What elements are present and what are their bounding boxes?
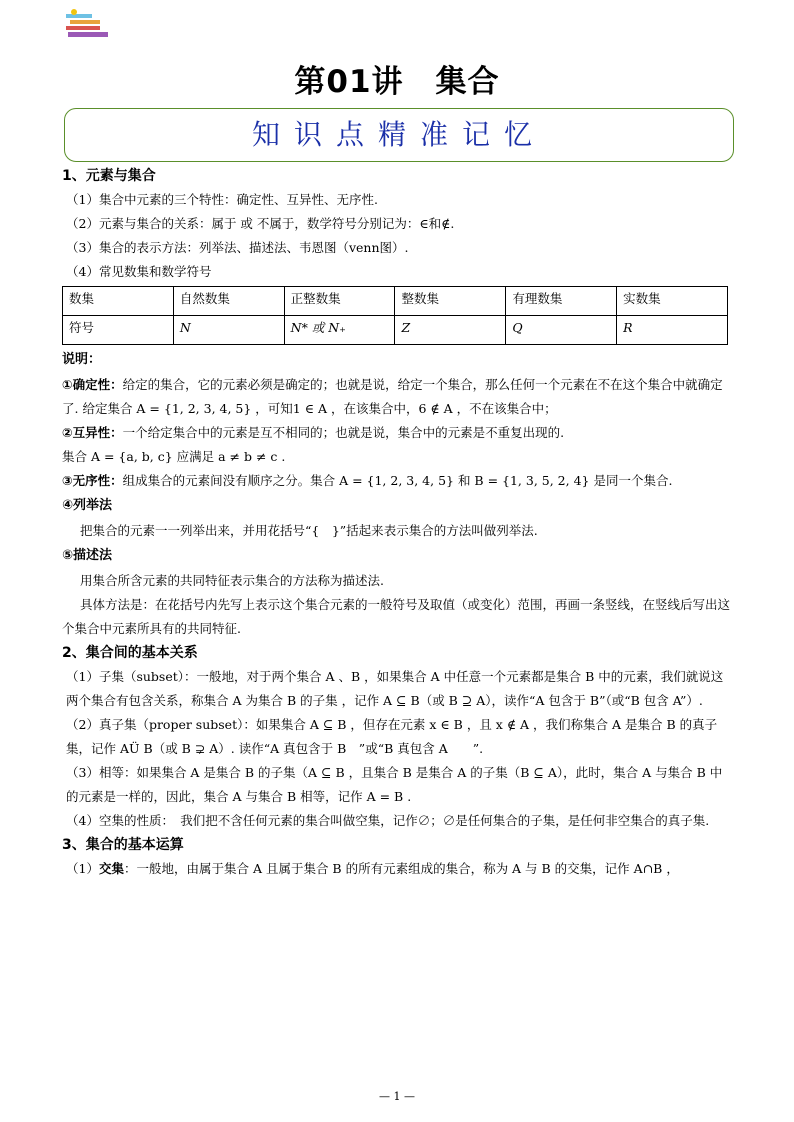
table-cell: 正整数集 <box>284 287 395 316</box>
para: 具体方法是：在花括号内先写上表示这个集合元素的一般符号及取值（或变化）范围，再画一条竖线，在竖线后写出这个集合中元素所具有的共同特征. <box>62 597 731 636</box>
note-label: ③无序性： <box>62 473 123 488</box>
table-cell: 有理数集 <box>506 287 617 316</box>
para: 集合 A = {a, b, c} 应满足 a ≠ b ≠ c . <box>62 449 286 464</box>
document-body <box>62 164 734 881</box>
page-title: 第01讲 集合 <box>294 64 500 100</box>
table-cell: 整数集 <box>395 287 506 316</box>
note-unordered <box>62 469 734 493</box>
number-sets-table <box>62 286 728 345</box>
para-prefix: （1） <box>66 861 99 876</box>
heading-elements-and-sets: 1、元素与集合 <box>62 168 156 184</box>
table-row <box>63 316 728 345</box>
table-cell: Z <box>395 316 506 345</box>
heading-set-operations: 3、集合的基本运算 <box>62 837 184 853</box>
para: （3）集合的表示方法：列举法、描述法、韦恩图（venn图）. <box>66 240 409 255</box>
para: 把集合的元素一一列举出来，并用花括号“{ }”括起来表示集合的方法叫做列举法. <box>80 523 538 538</box>
para: 用集合所含元素的共同特征表示集合的方法称为描述法. <box>80 573 384 588</box>
note-roster-label: ④列举法 <box>62 498 113 513</box>
note-description-label: ⑤描述法 <box>62 548 113 563</box>
para: （2）元素与集合的关系：属于 或 不属于，数学符号分别记为：∈和∉. <box>66 216 455 231</box>
note-distinctness <box>62 421 734 445</box>
para: （2）真子集（proper subset）：如果集合 A ⊆ B ，但存在元素 x ∈ B ，且 x ∉ A ，我们称集合 A 是集合 B 的真子集，记作 AÜ B（或 B ⊋ A）. 读作“A 真包含于 B ”或“B 真包含 A ”. <box>66 717 718 756</box>
book-stack-logo <box>64 8 110 42</box>
para: （1）子集（subset）：一般地，对于两个集合 A 、B ，如果集合 A 中任意一个元素都是集合 B 中的元素，我们就说这两个集合有包含关系，称集合 A 为集合 B 的子集 ，记作 A ⊆ B（或 B ⊇ A），读作“A 包含于 B”（或“B 包含 A”）. <box>66 669 724 708</box>
note-label: ②互异性： <box>62 425 123 440</box>
para: （4）常见数集和数学符号 <box>66 264 212 279</box>
note-label: 说明： <box>62 352 102 367</box>
para-intersection <box>62 857 734 881</box>
para: （4）空集的性质： 我们把不含任何元素的集合叫做空集，记作∅；∅是任何集合的子集，是任何非空集合的真子集. <box>66 813 710 828</box>
note-text: 组成集合的元素间没有顺序之分。集合 A = {1, 2, 3, 4, 5} 和 B = {1, 3, 5, 2, 4} 是同一个集合. <box>122 473 673 488</box>
table-cell: R <box>617 316 728 345</box>
note-label: ①确定性： <box>62 377 123 392</box>
table-cell: 数集 <box>63 287 174 316</box>
section-banner: 知识点精准记忆 <box>64 108 734 162</box>
table-cell: 自然数集 <box>173 287 284 316</box>
para: （1）集合中元素的三个特性：确定性、互异性、无序性. <box>66 192 378 207</box>
table-row <box>63 287 728 316</box>
table-cell: N* 或 N₊ <box>284 316 395 345</box>
para-text: ：一般地，由属于集合 A 且属于集合 B 的所有元素组成的集合，称为 A 与 B 的交集，记作 A∩B ， <box>123 861 679 876</box>
heading-set-relations: 2、集合间的基本关系 <box>62 645 198 661</box>
note-text: 给定的集合，它的元素必须是确定的；也就是说，给定一个集合，那么任何一个元素在不在这个集合中就确定了. 给定集合 A = {1, 2, 3, 4, 5} ，可知1 ∈ A ，在该集合中，6 ∉ A ，不在该集合中； <box>62 377 723 416</box>
note-text: 一个给定集合中的元素是互不相同的；也就是说，集合中的元素是不重复出现的. <box>122 425 565 440</box>
table-cell: Q <box>506 316 617 345</box>
table-cell: 符号 <box>63 316 174 345</box>
term-intersection: 交集 <box>98 861 124 876</box>
table-cell: 实数集 <box>617 287 728 316</box>
page-number: — 1 — <box>379 1090 415 1103</box>
note-determinacy <box>62 373 734 421</box>
para: （3）相等：如果集合 A 是集合 B 的子集（A ⊆ B ，且集合 B 是集合 A 的子集（B ⊆ A），此时，集合 A 与集合 B 中的元素是一样的，因此，集合 A 与集合 B 相等，记作 A = B . <box>66 765 723 804</box>
table-cell: N <box>173 316 284 345</box>
